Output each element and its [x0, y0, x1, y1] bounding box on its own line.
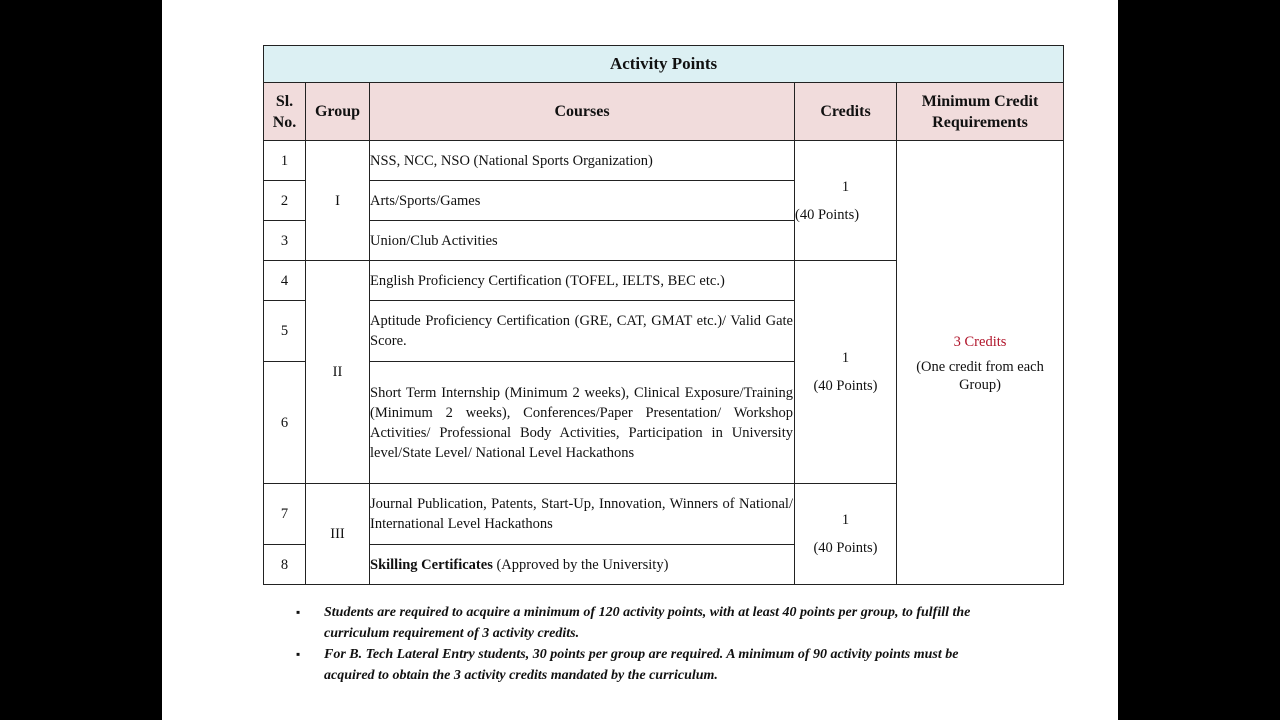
course-rest-text: (Approved by the University)	[492, 556, 669, 573]
row-number: 1	[264, 141, 306, 181]
note-text: For B. Tech Lateral Entry students, 30 points per group are required. A minimum of 90 activity points must be acquired to obtain the 3 activity credits mandated by the curriculum.	[324, 647, 959, 683]
bullet-icon: ▪	[296, 605, 301, 619]
row-number: 7	[264, 484, 306, 545]
note-text: Students are required to acquire a minimum of 120 activity points, with at least 40 points per group, to fulfill the curriculum requirement of 3 activity credits.	[324, 605, 971, 641]
course-bold-text: Skilling Certificates	[370, 556, 493, 573]
min-credit-note: (One credit from each Group)	[916, 358, 1044, 393]
group-label: I	[306, 141, 370, 261]
row-number: 4	[264, 261, 306, 301]
activity-points-table	[263, 45, 1064, 585]
course-cell: Journal Publication, Patents, Start-Up, Innovation, Winners of National/ International Level Hackathons	[370, 484, 795, 545]
document-page	[162, 0, 1118, 720]
group-label: III	[306, 484, 370, 585]
credits-points: (40 Points)	[795, 206, 860, 223]
min-credit-cell	[897, 141, 1064, 585]
header-slno: Sl. No.	[264, 83, 306, 141]
note-item	[292, 602, 1012, 644]
credits-number: 1	[841, 350, 850, 366]
table-row	[264, 141, 1064, 181]
course-cell: Aptitude Proficiency Certification (GRE, CAT, GMAT etc.)/ Valid Gate Score.	[370, 301, 795, 362]
table-title: Activity Points	[264, 46, 1064, 83]
bullet-icon: ▪	[296, 647, 301, 661]
credits-cell	[795, 141, 897, 261]
course-cell: English Proficiency Certification (TOFEL, IELTS, BEC etc.)	[370, 261, 795, 301]
group-label: II	[306, 261, 370, 484]
course-cell	[370, 545, 795, 585]
row-number: 3	[264, 221, 306, 261]
row-number: 2	[264, 181, 306, 221]
row-number: 6	[264, 362, 306, 484]
row-number: 5	[264, 301, 306, 362]
course-cell: Short Term Internship (Minimum 2 weeks), Clinical Exposure/Training (Minimum 2 weeks), Conferences/Paper Presentation/ Workshop Activities/ Professional Body Activities, Participation in University level/State Level/ National Level Hackathons	[370, 362, 795, 484]
row-number: 8	[264, 545, 306, 585]
min-credit-value: 3 Credits	[953, 333, 1007, 350]
credits-points: (40 Points)	[813, 378, 878, 394]
credits-points: (40 Points)	[813, 540, 878, 556]
course-cell: Union/Club Activities	[370, 221, 795, 261]
header-courses: Courses	[370, 83, 795, 141]
header-min-credit: Minimum Credit Requirements	[897, 83, 1064, 141]
course-cell: Arts/Sports/Games	[370, 181, 795, 221]
note-item	[292, 644, 1012, 686]
credits-cell	[795, 261, 897, 484]
course-cell: NSS, NCC, NSO (National Sports Organization)	[370, 141, 795, 181]
credits-number: 1	[841, 512, 850, 528]
header-credits: Credits	[795, 83, 897, 141]
notes-list	[292, 602, 1012, 686]
credits-number: 1	[841, 178, 850, 195]
header-group: Group	[306, 83, 370, 141]
credits-cell	[795, 484, 897, 585]
